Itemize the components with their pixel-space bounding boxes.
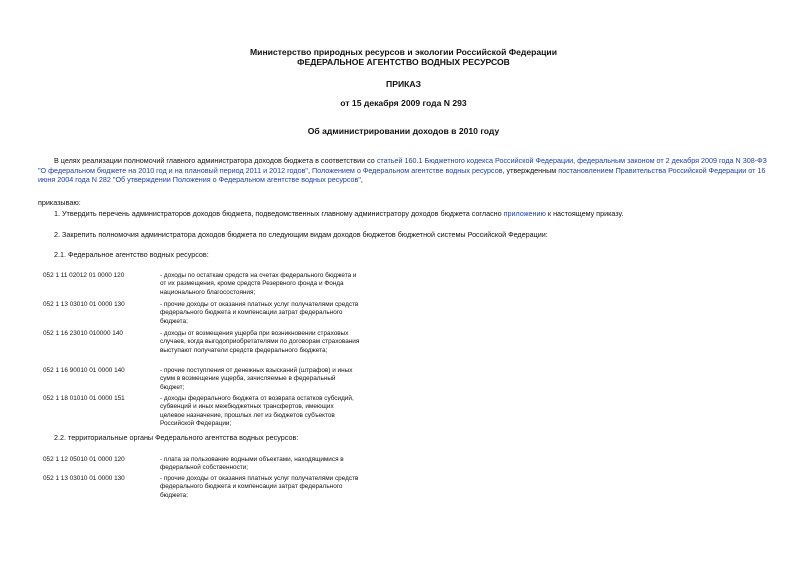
preamble-text: , (307, 165, 312, 175)
budget-code-link[interactable]: статьей 160.1 Бюджетного кодекса Российской Федерации (376, 156, 574, 165)
item-2: 2. Закрепить полномочия администратора доходов бюджета по следующим видам доходов бюджетов бюджетной системы Российской Федерации: (54, 230, 548, 239)
income-description: - доходы федерального бюджета от возврата остатков субсидий, субвенций и иных межбюджетных трансфертов, имеющих целевое назначение, прошлых лет из бюджетов субъектов Российской Федерации; (160, 395, 354, 428)
doc-type-heading: ПРИКАЗ (386, 79, 421, 89)
order-word: приказываю: (38, 198, 81, 207)
item-1-text: 1. Утвердить перечень администраторов доходов бюджета, подведомственных главному администратору доходов бюджета согласно (54, 209, 504, 218)
federal-law-link[interactable]: федеральным законом от 2 декабря 2009 года N 308-ФЗ "О федеральном бюджете на 2010 год и на плановый период 2011 и 2012 годов" (38, 156, 767, 175)
page-title: Об администрировании доходов в 2010 году (307, 126, 500, 136)
ministry-heading: Министерство природных ресурсов и экологии Российской Федерации (250, 47, 557, 57)
appendix-link[interactable]: приложению (503, 209, 546, 218)
agency-regulation-link[interactable]: Положением о Федеральном агентстве водных ресурсов (311, 165, 503, 175)
doc-date-number: от 15 декабря 2009 года N 293 (340, 98, 467, 108)
income-description: - прочие поступления от денежных взысканий (штрафов) и иных сумм в возмещение ущерба, зачисляемые в федеральный бюджет; (160, 367, 353, 391)
income-description: - плата за пользование водными объектами, находящимися в федеральной собственности; (160, 456, 344, 472)
income-code: 052 1 13 03010 01 0000 130 (43, 475, 125, 482)
preamble-text: , (360, 175, 363, 185)
item-2-2: 2.2. территориальные органы Федерального агентства водных ресурсов: (54, 433, 299, 442)
income-code: 052 1 18 01010 01 0000 151 (43, 395, 125, 402)
income-code: 052 1 13 03010 01 0000 130 (43, 301, 125, 308)
income-description: - прочие доходы от оказания платных услуг получателями средств федерального бюджета и компенсации затрат федерального бюджета; (160, 301, 359, 325)
item-2-1: 2.1. Федеральное агентство водных ресурсов: (54, 250, 209, 259)
preamble-text: , (573, 156, 578, 165)
preamble-text: , утвержденным (502, 165, 559, 175)
income-code: 052 1 11 02012 01 0000 120 (43, 272, 125, 279)
item-1-text: к настоящему приказу. (545, 209, 624, 218)
income-description: - доходы по остаткам средств на счетах федерального бюджета и от их размещения, кроме средств Резервного фонда и Фонда национального благосостояния; (160, 272, 357, 296)
income-description: - прочие доходы от оказания платных услуг получателями средств федерального бюджета и компенсации затрат федерального бюджета; (160, 475, 359, 499)
income-code: 052 1 12 05010 01 0000 120 (43, 456, 125, 463)
preamble-paragraph (38, 156, 773, 185)
item-1 (54, 209, 623, 218)
agency-heading: ФЕДЕРАЛЬНОЕ АГЕНТСТВО ВОДНЫХ РЕСУРСОВ (297, 57, 510, 67)
government-decree-link[interactable]: постановлением Правительства Российской Федерации от 16 июня 2004 года N 282 "Об утверждении Положения о Федеральном агентстве водных ресурсов" (38, 165, 766, 185)
income-description: - доходы от возмещения ущерба при возникновении страховых случаев, когда выгодоприобретателями по договорам страхования выступают получатели средств федерального бюджета; (160, 330, 360, 354)
income-code: 052 1 16 23010 010000 140 (43, 330, 123, 337)
income-code: 052 1 16 90010 01 0000 140 (43, 367, 125, 374)
preamble-text: В целях реализации полномочий главного администратора доходов бюджета в соответствии со (54, 156, 377, 165)
